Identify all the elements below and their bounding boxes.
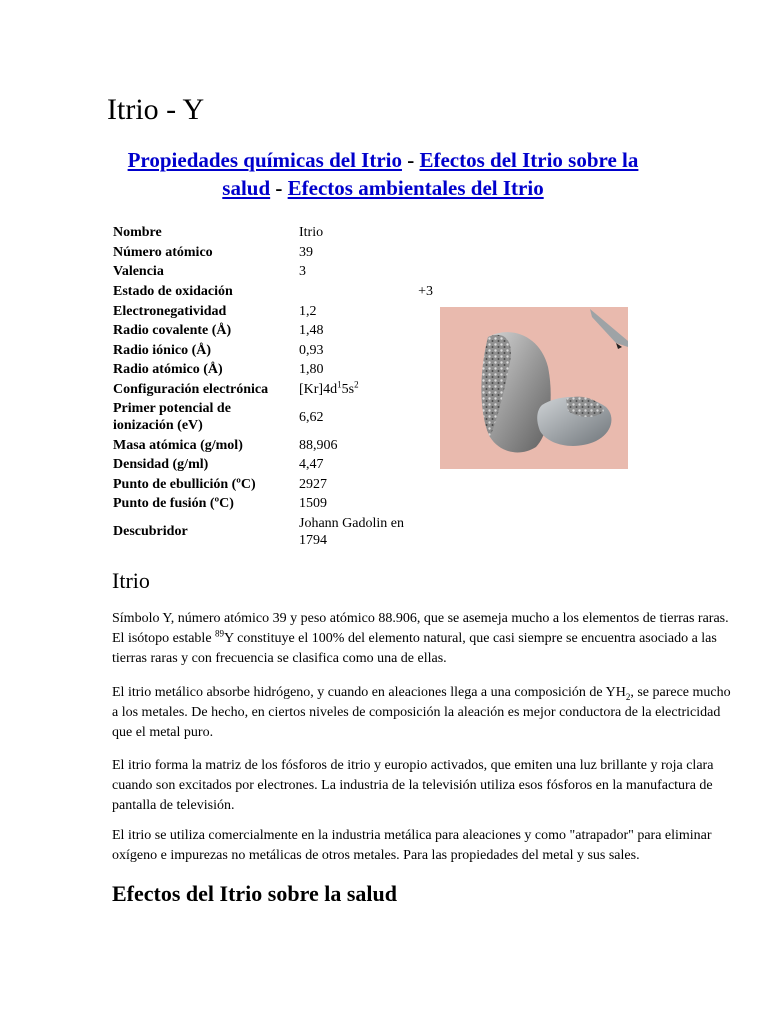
paragraph-2 [112, 683, 768, 743]
property-name: Estado de oxidación [113, 284, 233, 300]
section-heading-salud: Efectos del Itrio sobre la salud [112, 881, 397, 906]
paragraph-line: que el metal puro. [112, 725, 214, 740]
paragraph-line: tierras raras y con frecuencia se clasifica como una de ellas. [112, 651, 447, 666]
link-efectos-ambientales[interactable]: Efectos ambientales del Itrio [287, 176, 544, 200]
link-separator: - [270, 176, 288, 200]
paragraph-line [112, 629, 768, 649]
table-row [111, 301, 415, 321]
table-row [111, 341, 415, 361]
page-title: Itrio - Y [107, 93, 205, 126]
table-row [111, 282, 415, 302]
property-value: 1509 [299, 496, 327, 512]
table-row [111, 435, 415, 455]
property-value: 88,906 [299, 437, 338, 453]
property-value: 3 [299, 264, 306, 280]
property-value: 1,2 [299, 303, 317, 319]
property-value: 4,47 [299, 457, 324, 473]
property-name: Radio iónico (Å) [113, 342, 211, 358]
property-value: 1,48 [299, 323, 324, 339]
property-value-config [297, 380, 415, 400]
section-heading-itrio: Itrio [112, 568, 150, 593]
paragraph-1 [112, 609, 768, 669]
text-run: , se parece mucho [630, 685, 731, 700]
topic-links [100, 146, 666, 202]
table-row [111, 243, 415, 263]
paragraph-line: El itrio se utiliza comercialmente en la industria metálica para aleaciones y como "atrapador" para eliminar [112, 828, 712, 843]
property-name: Punto de ebullición (ºC) [113, 476, 256, 492]
config-superscript: 1 [337, 379, 342, 390]
property-name: Masa atómica (g/mol) [113, 437, 243, 453]
table-row [111, 399, 415, 435]
property-name: Densidad (g/ml) [113, 457, 209, 473]
link-propiedades-quimicas[interactable]: Propiedades químicas del Itrio [127, 148, 402, 172]
table-row [111, 321, 415, 341]
property-value: 1,80 [299, 362, 324, 378]
table-row [111, 475, 415, 495]
text-run: El itrio metálico absorbe hidrógeno, y cuando en aleaciones llega a una composición de YH [112, 685, 626, 700]
config-part: [Kr]4d [299, 382, 338, 398]
property-name: Nombre [113, 225, 162, 241]
property-value: +3 [418, 284, 433, 300]
paragraph-line [112, 683, 768, 703]
paragraph-line: pantalla de televisión. [112, 798, 235, 813]
table-row [111, 360, 415, 380]
property-name: Radio covalente (Å) [113, 323, 232, 339]
property-value: Johann Gadolin en 1794 [299, 515, 404, 548]
link-efectos-salud-text-b: salud [222, 176, 271, 200]
isotope-superscript: 89 [215, 628, 225, 639]
property-value: 0,93 [299, 342, 324, 358]
paragraph-line: Símbolo Y, número atómico 39 y peso atómico 88.906, que se asemeja mucho a los elementos de tierras raras. [112, 611, 729, 626]
paragraph-line: El itrio forma la matriz de los fósforos de itrio y europio activados, que emiten una luz brillante y roja clara [112, 758, 714, 773]
property-value: 39 [299, 244, 313, 260]
property-value: 2927 [299, 476, 327, 492]
yttrium-sample-image [440, 307, 628, 469]
link-efectos-salud-text-a: Efectos del Itrio sobre la [419, 148, 639, 172]
property-name: Punto de fusión (ºC) [113, 496, 234, 512]
table-row [111, 380, 415, 400]
paragraph-line: oxígeno e impurezas no metálicas de otros metales. Para las propiedades del metal y sus sales. [112, 848, 640, 863]
properties-table [111, 223, 433, 550]
paragraph-3 [112, 756, 768, 816]
property-value: 6,62 [299, 409, 324, 425]
yttrium-sample-illustration [440, 307, 628, 469]
property-name: Primer potencial de ionización (eV) [113, 401, 231, 434]
text-run: El isótopo estable [112, 631, 216, 646]
config-superscript: 2 [354, 379, 359, 390]
config-part: 5s [341, 382, 355, 398]
property-name: Número atómico [113, 244, 213, 260]
link-separator: - [401, 148, 420, 172]
property-value-cell [297, 282, 433, 302]
property-value: Itrio [299, 225, 324, 241]
property-name: Radio atómico (Å) [113, 362, 223, 378]
table-row [111, 223, 415, 243]
table-row [111, 494, 415, 514]
text-run: Y constituye el 100% del elemento natural, que casi siempre se encuentra asociado a las [224, 631, 717, 646]
table-row [111, 262, 415, 282]
property-name: Descubridor [113, 524, 188, 540]
formula-subscript: 2 [625, 691, 631, 702]
paragraph-line: cuando son excitados por electrones. La industria de la televisión utiliza esos fósforos en la manufactura de [112, 778, 713, 793]
property-name: Electronegatividad [113, 303, 227, 319]
paragraph-4 [112, 826, 768, 866]
table-row [111, 455, 415, 475]
property-name: Configuración electrónica [113, 382, 269, 398]
property-name: Valencia [113, 264, 164, 280]
paragraph-line: a los metales. De hecho, en ciertos niveles de composición la aleación es mejor conductora de la electricidad [112, 705, 721, 720]
table-row [111, 514, 415, 550]
